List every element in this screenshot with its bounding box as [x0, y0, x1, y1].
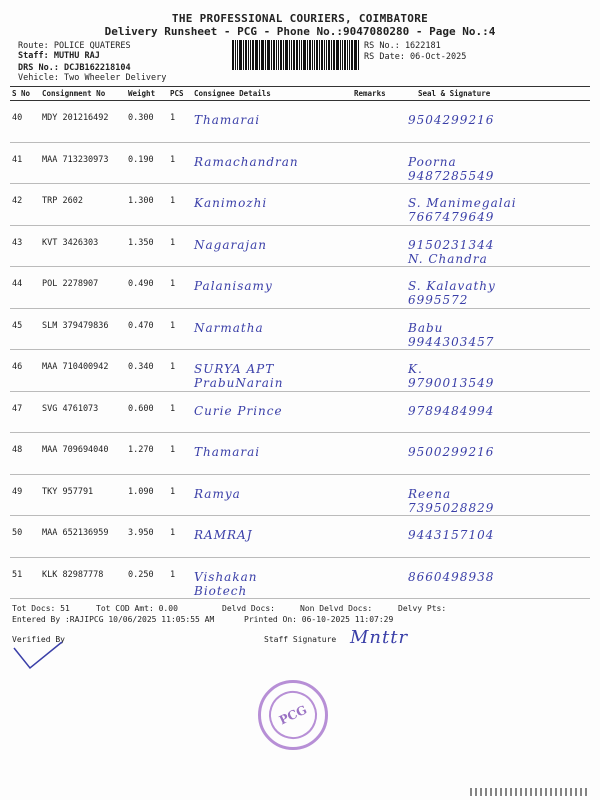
- row-weight: [126, 557, 168, 599]
- row-signature: [406, 267, 590, 309]
- row-signature-text: 9150231344 N. Chandra: [408, 237, 495, 266]
- row-pcs-text: 1: [170, 445, 176, 455]
- rs-date: RS Date: 06-Oct-2025: [364, 52, 467, 62]
- table-row: [10, 516, 590, 558]
- row-remarks: [352, 391, 406, 433]
- row-pcs: [168, 184, 192, 226]
- row-remarks: [352, 142, 406, 184]
- row-consignment-no-text: MDY 201216492: [42, 113, 109, 123]
- row-weight-text: 0.340: [128, 362, 154, 372]
- row-pcs-text: 1: [170, 113, 176, 123]
- row-weight: [126, 142, 168, 184]
- staff-signature-label: Staff Signature: [264, 635, 337, 644]
- row-weight-text: 0.470: [128, 320, 154, 331]
- entered-by: Entered By :RAJIPCG 10/06/2025 11:05:55 AM: [12, 615, 215, 624]
- row-pcs: [168, 433, 192, 475]
- row-consignee-text: Ramachandran: [194, 154, 299, 169]
- row-consignee: [192, 101, 352, 143]
- row-pcs-text: 1: [170, 486, 176, 497]
- row-pcs: [168, 557, 192, 599]
- row-consignment-no-text: POL 2278907: [42, 279, 99, 289]
- row-consignment-no-text: MAA 652136959: [42, 528, 109, 538]
- row-consignment-no-text: TRP 2602: [42, 196, 83, 206]
- col-weight: Weight: [126, 87, 168, 101]
- row-weight: [126, 433, 168, 475]
- row-consignment-no-text: KVT 3426303: [42, 237, 99, 248]
- col-consignment: Consignment No: [40, 87, 126, 101]
- row-consignee: [192, 557, 352, 599]
- table-row: [10, 267, 590, 309]
- staff-handwritten-signature: Mnttr: [350, 627, 409, 648]
- row-consignee-text: Thamarai: [194, 445, 261, 459]
- row-sno-text: 50: [12, 528, 23, 538]
- total-cod-amount: Tot COD Amt: 0.00: [96, 604, 178, 613]
- row-signature-text: Reena 7395028829: [408, 486, 495, 515]
- row-consignment-no: [40, 308, 126, 350]
- row-consignment-no-text: SLM 379479836: [42, 320, 109, 331]
- row-sno-text: 48: [12, 445, 23, 455]
- row-signature-text: Babu 9944303457: [408, 320, 495, 349]
- row-weight-text: 0.600: [128, 403, 154, 414]
- row-signature: [406, 391, 590, 433]
- row-weight-text: 0.250: [128, 569, 154, 580]
- row-weight-text: 1.350: [128, 237, 154, 248]
- row-remarks: [352, 101, 406, 143]
- row-sno: [10, 433, 40, 475]
- row-sno: [10, 474, 40, 516]
- row-signature: [406, 474, 590, 516]
- row-sno: [10, 184, 40, 226]
- total-docs: Tot Docs: 51: [12, 604, 70, 613]
- row-pcs-text: 1: [170, 196, 176, 206]
- row-pcs-text: 1: [170, 237, 176, 248]
- row-signature: [406, 557, 590, 599]
- row-consignment-no-text: TKY 957791: [42, 486, 94, 497]
- row-pcs: [168, 267, 192, 309]
- footer-scan-strip: [470, 788, 590, 796]
- row-weight-text: 0.300: [128, 113, 154, 123]
- table-row: [10, 308, 590, 350]
- route-label: Route: POLICE QUATERES: [18, 41, 131, 51]
- row-signature-text: S. Manimegalai 7667479649: [408, 196, 517, 224]
- row-sno: [10, 391, 40, 433]
- row-consignment-no: [40, 391, 126, 433]
- col-signature: Seal & Signature: [406, 87, 590, 101]
- row-remarks: [352, 516, 406, 558]
- row-pcs-text: 1: [170, 528, 176, 538]
- row-pcs-text: 1: [170, 569, 176, 580]
- runsheet-table: [10, 86, 590, 599]
- row-signature-text: 8660498938: [408, 569, 495, 584]
- row-consignment-no-text: SVG 4761073: [42, 403, 99, 414]
- row-weight-text: 1.090: [128, 486, 154, 497]
- row-sno: [10, 225, 40, 267]
- row-signature-text: Poorna 9487285549: [408, 154, 495, 183]
- row-remarks: [352, 350, 406, 392]
- row-pcs-text: 1: [170, 154, 176, 165]
- table-header-row: [10, 87, 590, 101]
- drs-number: DRS No.: DCJB162218104: [18, 63, 131, 73]
- row-consignee: [192, 184, 352, 226]
- rs-number: RS No.: 1622181: [364, 41, 441, 51]
- seal-text: PCG: [261, 683, 325, 747]
- non-delivered-docs: Non Delvd Docs:: [300, 604, 373, 613]
- row-pcs-text: 1: [170, 279, 176, 289]
- row-consignee-text: Vishakan Biotech: [194, 569, 258, 598]
- row-remarks: [352, 225, 406, 267]
- row-weight: [126, 184, 168, 226]
- row-signature: [406, 101, 590, 143]
- row-signature: [406, 350, 590, 392]
- row-sno: [10, 516, 40, 558]
- row-consignee-text: RAMRAJ: [194, 528, 253, 542]
- row-remarks: [352, 474, 406, 516]
- table-row: [10, 142, 590, 184]
- row-sno-text: 51: [12, 569, 23, 580]
- row-consignment-no: [40, 433, 126, 475]
- row-pcs-text: 1: [170, 403, 176, 414]
- col-pcs: PCS: [168, 87, 192, 101]
- printed-on: Printed On: 06-10-2025 11:07:29: [244, 615, 394, 624]
- row-consignee-text: Thamarai: [194, 113, 261, 127]
- row-weight: [126, 516, 168, 558]
- row-consignment-no: [40, 474, 126, 516]
- row-consignee-text: Kanimozhi: [194, 196, 268, 210]
- row-consignment-no: [40, 516, 126, 558]
- row-sno-text: 40: [12, 113, 23, 123]
- row-consignment-no-text: MAA 713230973: [42, 154, 109, 165]
- row-sno-text: 43: [12, 237, 23, 248]
- row-pcs: [168, 142, 192, 184]
- table-row: [10, 101, 590, 143]
- row-consignment-no: [40, 557, 126, 599]
- row-sno-text: 42: [12, 196, 23, 206]
- row-signature: [406, 184, 590, 226]
- row-pcs: [168, 308, 192, 350]
- row-consignment-no-text: MAA 709694040: [42, 445, 109, 455]
- row-consignment-no: [40, 142, 126, 184]
- row-consignee-text: Curie Prince: [194, 403, 283, 418]
- row-sno: [10, 557, 40, 599]
- row-consignment-no-text: KLK 82987778: [42, 569, 104, 580]
- row-consignee-text: Nagarajan: [194, 237, 267, 252]
- col-consignee: Consignee Details: [192, 87, 352, 101]
- row-consignee-text: Palanisamy: [194, 279, 273, 293]
- row-consignment-no: [40, 350, 126, 392]
- row-remarks: [352, 308, 406, 350]
- row-weight: [126, 101, 168, 143]
- row-consignee: [192, 225, 352, 267]
- row-pcs-text: 1: [170, 362, 176, 372]
- row-signature-text: 9789484994: [408, 403, 495, 418]
- row-consignee-text: Narmatha: [194, 320, 264, 335]
- delivered-docs: Delvd Docs:: [222, 604, 275, 613]
- row-consignment-no: [40, 225, 126, 267]
- row-remarks: [352, 267, 406, 309]
- row-pcs: [168, 350, 192, 392]
- row-pcs: [168, 516, 192, 558]
- row-pcs-text: 1: [170, 320, 176, 331]
- row-consignment-no-text: MAA 710400942: [42, 362, 109, 372]
- row-consignee: [192, 433, 352, 475]
- row-pcs: [168, 101, 192, 143]
- staff-label: Staff: MUTHU RAJ: [18, 51, 100, 61]
- row-remarks: [352, 557, 406, 599]
- table-row: [10, 557, 590, 599]
- row-signature: [406, 433, 590, 475]
- row-pcs: [168, 474, 192, 516]
- barcode: [232, 40, 360, 70]
- row-sno-text: 41: [12, 154, 23, 165]
- row-consignee-text: Ramya: [194, 486, 241, 501]
- verification-tick-mark: [10, 640, 65, 670]
- row-signature-text: 9500299216: [408, 445, 495, 459]
- row-signature-text: 9504299216: [408, 113, 495, 127]
- row-sno-text: 45: [12, 320, 23, 331]
- row-weight: [126, 474, 168, 516]
- row-signature-text: K. 9790013549: [408, 362, 495, 390]
- row-weight-text: 0.190: [128, 154, 154, 165]
- verified-by-label: Verified By: [12, 635, 65, 644]
- row-weight-text: 3.950: [128, 528, 154, 538]
- table-row: [10, 350, 590, 392]
- row-weight: [126, 225, 168, 267]
- row-consignee: [192, 474, 352, 516]
- row-sno-text: 46: [12, 362, 23, 372]
- row-remarks: [352, 184, 406, 226]
- row-remarks: [352, 433, 406, 475]
- row-sno-text: 49: [12, 486, 23, 497]
- row-weight-text: 1.270: [128, 445, 154, 455]
- row-signature-text: S. Kalavathy 6995572: [408, 279, 496, 307]
- table-row: [10, 225, 590, 267]
- runsheet-subtitle: Delivery Runsheet - PCG - Phone No.:9047080280 - Page No.:4: [104, 25, 496, 38]
- company-seal-stamp: [258, 680, 328, 750]
- row-consignment-no: [40, 184, 126, 226]
- row-consignee: [192, 142, 352, 184]
- row-sno: [10, 308, 40, 350]
- row-weight: [126, 391, 168, 433]
- row-pcs: [168, 391, 192, 433]
- row-sno: [10, 350, 40, 392]
- row-signature-text: 9443157104: [408, 528, 495, 542]
- row-weight: [126, 308, 168, 350]
- row-weight: [126, 267, 168, 309]
- row-sno-text: 47: [12, 403, 23, 414]
- row-pcs: [168, 225, 192, 267]
- row-signature: [406, 225, 590, 267]
- company-title: THE PROFESSIONAL COURIERS, COIMBATORE: [171, 12, 429, 25]
- row-signature: [406, 516, 590, 558]
- row-sno-text: 44: [12, 279, 23, 289]
- row-signature: [406, 308, 590, 350]
- row-consignee: [192, 267, 352, 309]
- col-remarks: Remarks: [352, 87, 406, 101]
- row-consignee-text: SURYA APT PrabuNarain: [194, 362, 284, 390]
- row-sno: [10, 142, 40, 184]
- row-consignee: [192, 516, 352, 558]
- row-consignee: [192, 350, 352, 392]
- row-consignee: [192, 308, 352, 350]
- table-row: [10, 391, 590, 433]
- col-sno: S No: [10, 87, 40, 101]
- row-weight: [126, 350, 168, 392]
- table-row: [10, 433, 590, 475]
- delivery-points: Delvy Pts:: [398, 604, 447, 613]
- row-consignment-no: [40, 267, 126, 309]
- row-consignee: [192, 391, 352, 433]
- table-row: [10, 184, 590, 226]
- row-sno: [10, 267, 40, 309]
- row-weight-text: 0.490: [128, 279, 154, 289]
- vehicle-label: Vehicle: Two Wheeler Delivery: [18, 73, 167, 83]
- row-signature: [406, 142, 590, 184]
- table-row: [10, 474, 590, 516]
- row-weight-text: 1.300: [128, 196, 154, 206]
- row-sno: [10, 101, 40, 143]
- row-consignment-no: [40, 101, 126, 143]
